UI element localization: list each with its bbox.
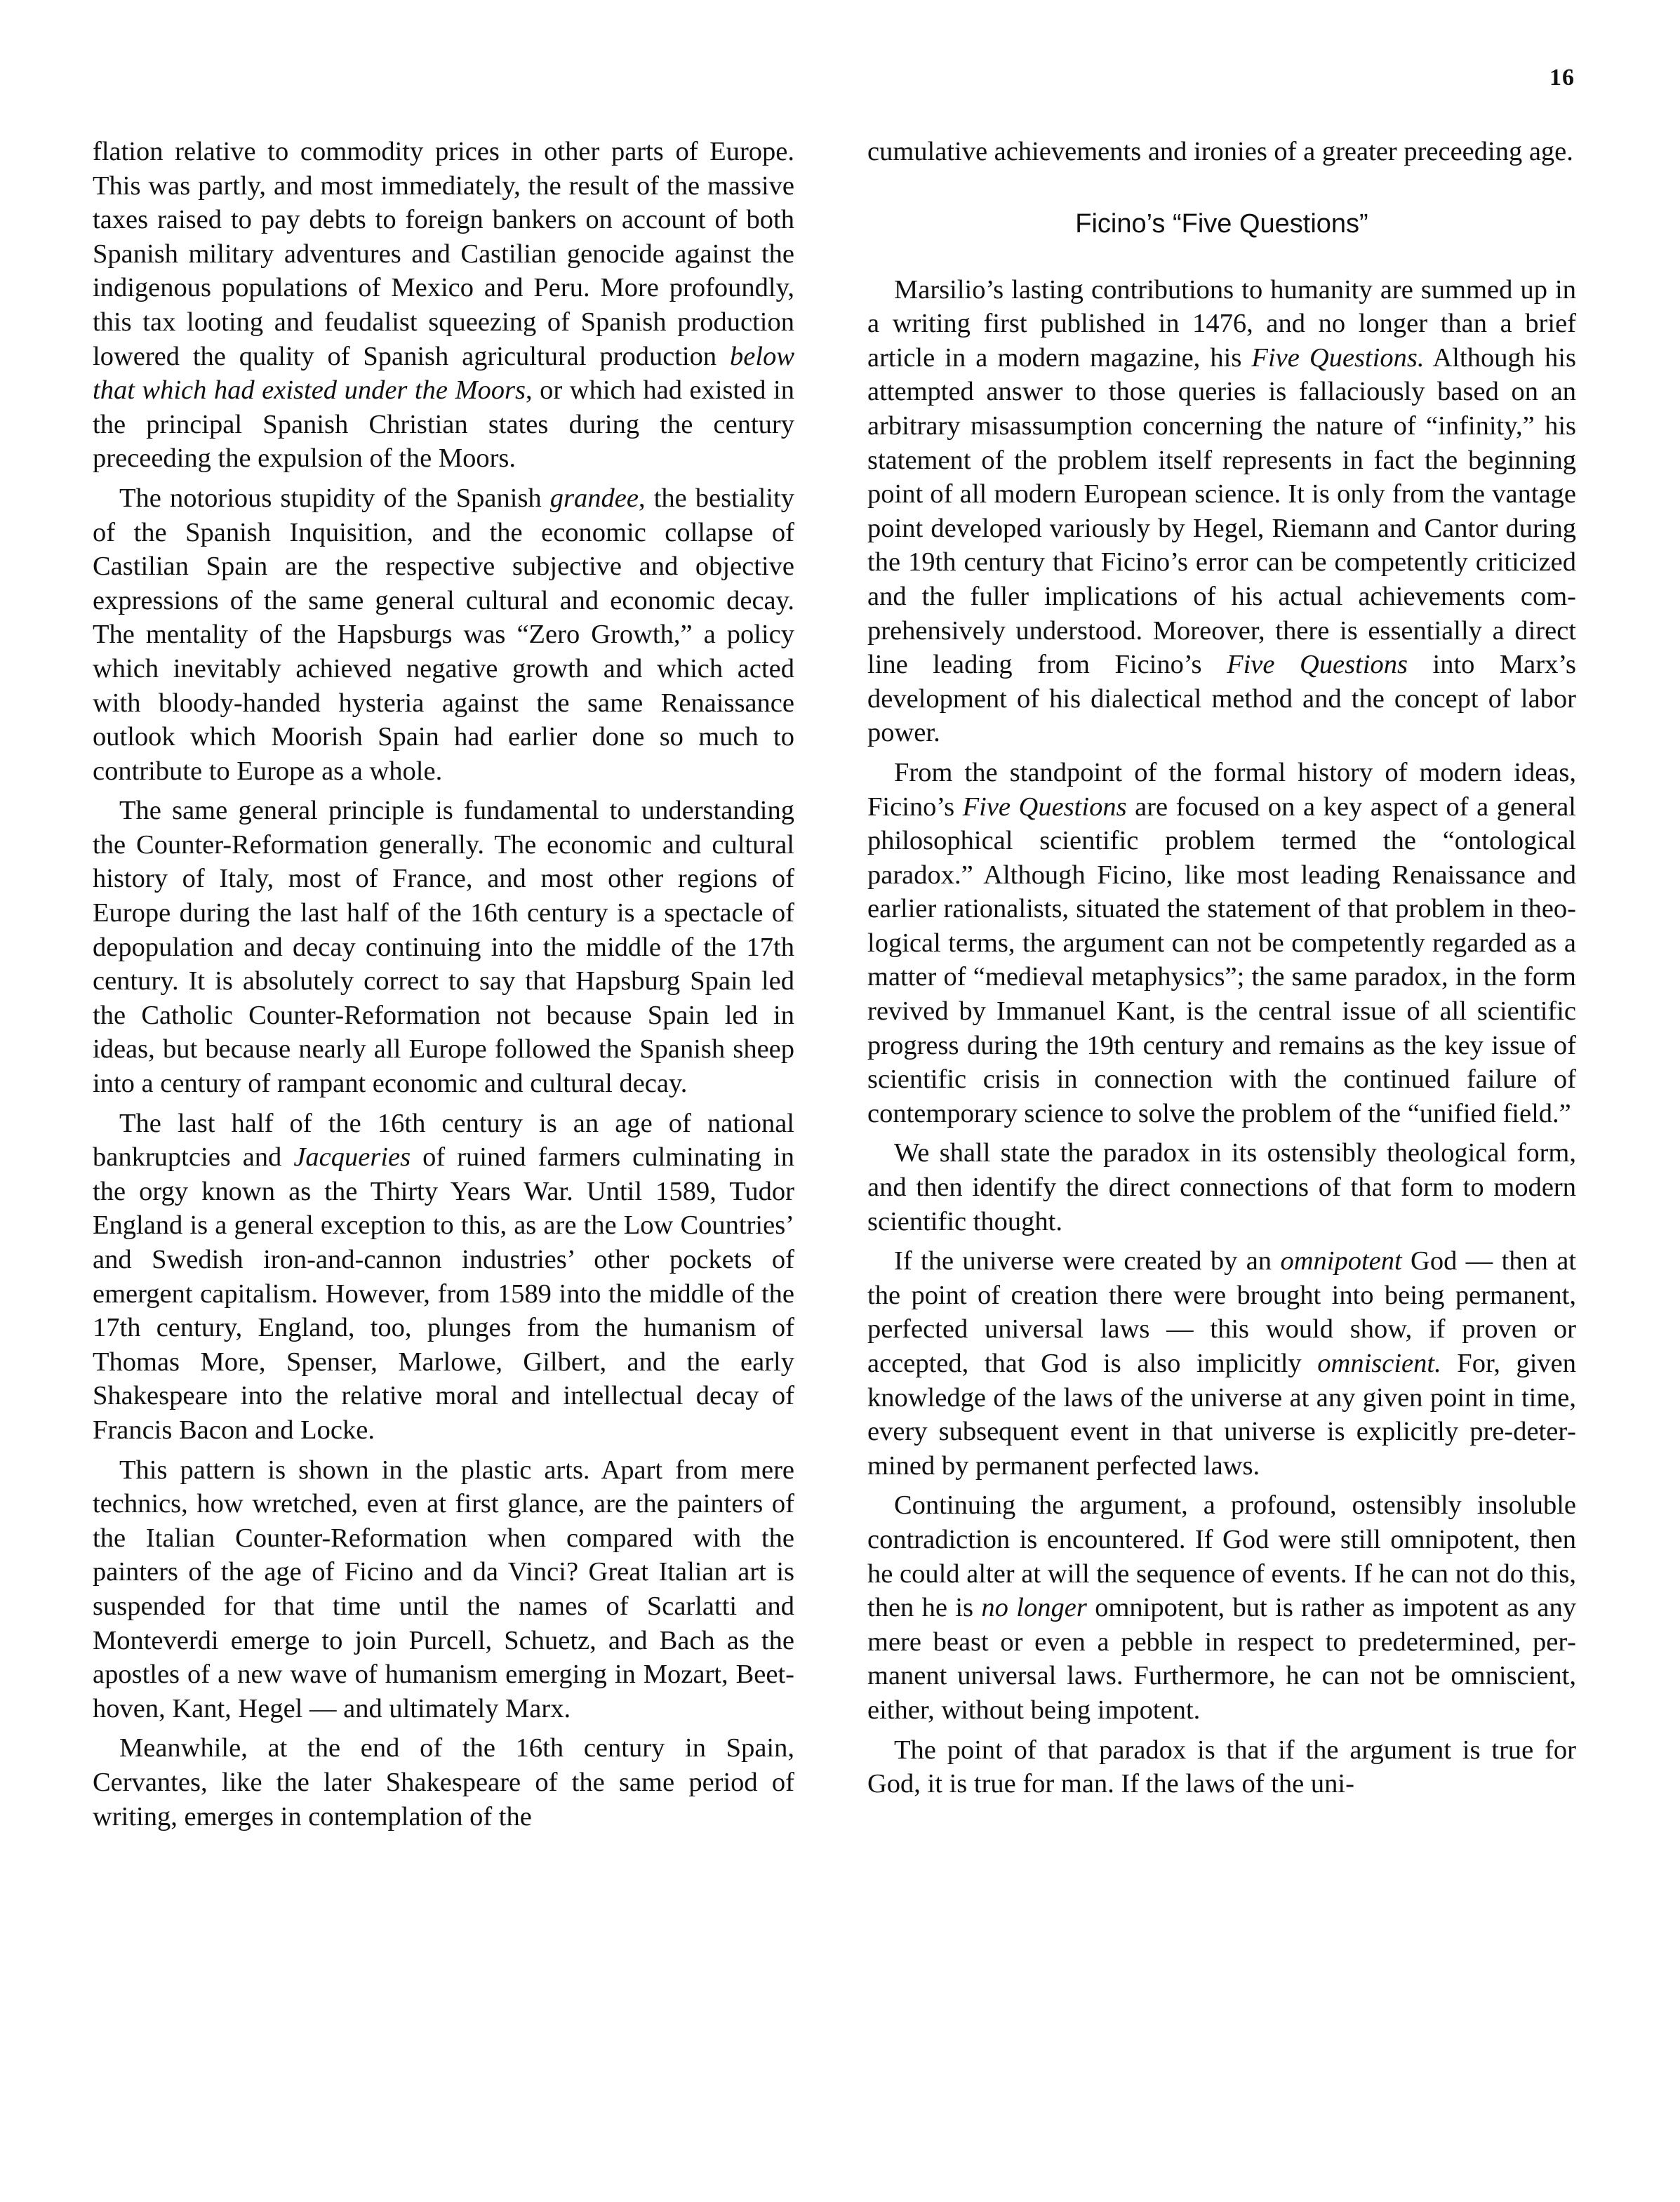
text-run: , the bestiality of the Spanish Inquisition, and the economic collapse of Castilian Spain are the respective subjective and objective expressions of the same general cultural and economic decay. The mentality of the Hapsburgs was “Zero Growth,” a policy which inevitably achieved negative growth and which acted with bloody-handed hysteria against the same Renaissance outlook which Moorish Spain had earlier done so much to contribute to Europe as a whole.: [93, 483, 794, 786]
page-number: 16: [1549, 65, 1575, 91]
text-run: God — then at the point of creation there were brought into being permanent, perfected universal laws — this would show, if proven or accepted, that God is also implicitly: [867, 1246, 1577, 1378]
text-run: If the universe were created by an: [894, 1246, 1272, 1276]
left-column: [93, 135, 794, 1839]
text-run: Marsilio’s lasting contributions to humanity are summed up in a writing first published in 1476, and no longer than a brief article in a modern magazine, his: [867, 274, 1576, 373]
text-run: The last half of the 16th century is an age of national bankruptcies and: [93, 1108, 794, 1173]
paragraph: The same general principle is fundamental to understanding the Counter-Reformation generally. The economic and cultural history of Italy, most of France, and most other regions of Europe during the last half of the 16th century is a spectacle of depopulation and decay continuing into the middle of the 17th century. It is absolutely correct to say that Hapsburg Spain led the Catholic Counter-Reformation not because Spain led in ideas, but because nearly all Europe followed the Spanish sheep into a century of rampant economic and cultural decay.: [93, 796, 794, 1099]
paragraph: [93, 135, 794, 476]
text-run: omnipotent, but is rather as impotent as any mere beast or even a pebble in respect to predetermined, permanent universal laws. Furthermore, he can not be omniscient, either, without being impotent.: [867, 1593, 1577, 1725]
text-run: are focused on a key aspect of a general philosophical scientific problem termed the “ontological paradox.” Although Ficino, like most leading Renaissance and earlier rationalists, situated the statement of that problem in theological terms, the argument can not be competently regarded as a matter of “medieval metaphysics”; the same paradox, in the form revived by Immanuel Kant, is the central issue of all scientific progress during the 19th century and remains as the key issue of scientific crisis in connection with the continued failure of contemporary science to solve the problem of the “unified field.”: [867, 792, 1576, 1128]
emphasis-text: Five Questions: [1227, 650, 1408, 680]
text-run: Continuing the argument, a profound, ostensibly insoluble contradiction is encountered. If God were still omnipotent, then he could alter at will the sequence of events. If he can not do this, then he is: [867, 1490, 1576, 1623]
paragraph: We shall state the paradox in its ostensibly theological form, and then identify the direct connections of that form to modern scientific thought.: [867, 1138, 1576, 1236]
text-run: The notorious stupidity of the Spanish: [119, 483, 542, 513]
paragraph: cumulative achievements and ironies of a greater preceeding age.: [867, 137, 1573, 166]
text-run: From the standpoint of the formal history of modern ideas, Ficino’s: [867, 757, 1576, 822]
text-run: Although his attempted answer to those queries is fallaciously based on an arbitrary misassumption concerning the nature of “infinity,” his statement of the problem itself represents in fact the beginning point of all modern European science. It is only from the vantage point developed variously by Hegel, Riemann and Cantor during the 19th century that Ficino’s error can be competently criticized and the fuller implications of his actual achievements comprehensively understood. Moreover, there is essentially a direct line leading from Ficino’s: [867, 342, 1576, 680]
emphasis-text: Five Questions: [962, 792, 1127, 822]
emphasis-text: omniscient.: [1317, 1349, 1441, 1378]
emphasis-text: Jacqueries: [293, 1142, 411, 1173]
right-column: [867, 135, 1576, 1807]
emphasis-text: grandee: [549, 483, 639, 513]
emphasis-text: omnipotent: [1280, 1246, 1402, 1276]
text-run: flation relative to commodity prices in other parts of Europe. This was partly, and most immediately, the result of the massive taxes raised to pay debts to foreign bankers on account of both Spanish military adventures and Castilian genocide against the indigenous populations of Mexico and Peru. More profoundly, this tax looting and feudalist squeezing of Spanish production lowered the quality of Spanish agricultural production: [93, 137, 794, 371]
paragraph: The point of that paradox is that if the argument is true for God, it is true for man. If the laws of the uni-: [867, 1735, 1576, 1799]
text-run: For, given knowledge of the laws of the universe at any given point in time, every subsequent event in that universe is explicitly pre-determined by permanent perfected laws.: [867, 1349, 1576, 1481]
text-run: , or which had existed in the principal Spanish Christian states during the century preceeding the expulsion of the Moors.: [93, 375, 795, 474]
paragraph: [867, 1488, 1576, 1727]
paragraph: [93, 481, 794, 788]
section-heading: Ficino’s “Five Questions”: [1075, 208, 1368, 239]
paragraph: [867, 273, 1576, 750]
emphasis-text: no longer: [981, 1593, 1087, 1623]
paragraph: [93, 1107, 794, 1448]
text-run: of ruined farmers culminating in the orgy known as the Thirty Years War. Until 1589, Tudor England is a general exception to this, as are the Low Countries’ and Swedish iron-and-cannon industries’ other pockets of emergent capitalism. However, from 1589 into the middle of the 17th century, England, too, plunges from the humanism of Thomas More, Spenser, Marlowe, Gilbert, and the early Shakespeare into the relative moral and intellectual decay of Francis Bacon and Locke.: [93, 1142, 794, 1445]
paragraph: [867, 756, 1576, 1131]
paragraph: [867, 1244, 1576, 1483]
emphasis-text: Five Questions.: [1251, 342, 1425, 373]
text-run: into Marx’s development of his dialectical method and the concept of labor power.: [867, 650, 1577, 748]
paragraph: This pattern is shown in the plastic arts. Apart from mere technics, how wretched, even at first glance, are the painters of the Italian Counter-Reformation when compared with the painters of the age of Ficino and da Vinci? Great Italian art is suspended for that time until the names of Scarlatti and Monteverdi emerge to join Purcell, Schuetz, and Bach as the apostles of a new wave of humanism emerging in Mozart, Beethoven, Kant, Hegel — and ultimately Marx.: [93, 1455, 794, 1723]
emphasis-text: below that which had existed under the Moors: [93, 341, 794, 406]
paragraph: Meanwhile, at the end of the 16th century in Spain, Cervantes, like the later Shakespeare of the same period of writing, emerges in contemplation of the: [93, 1733, 794, 1831]
